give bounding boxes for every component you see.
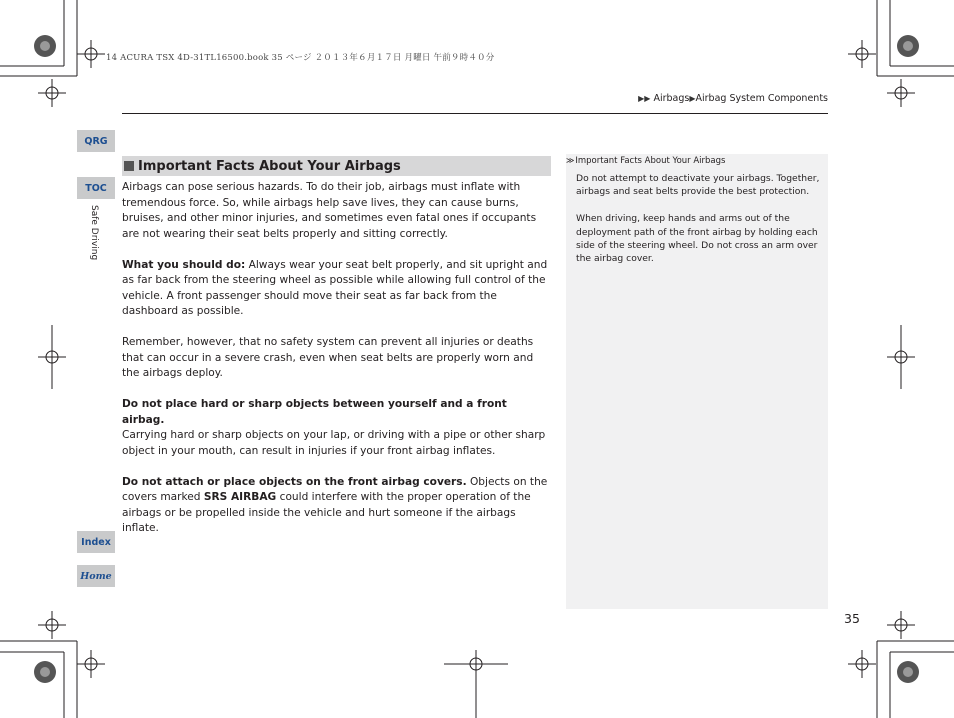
sidebar-title-text: Important Facts About Your Airbags [575,156,726,166]
header-rule [122,113,828,114]
sidebar-paragraph-2: When driving, keep hands and arms out of the deployment path of the front airbag by holding each side of the steering wheel. Do not cross an arm over the airbag cover. [576,213,818,265]
section-heading [122,156,551,176]
print-header: 14 ACURA TSX 4D-31TL16500.book 35 ページ ２０１３年６月１７日 月曜日 午前９時４０分 [106,53,495,63]
breadcrumb [638,93,828,104]
chapter-side-label: Safe Driving [89,205,99,261]
toc-button[interactable]: TOC [77,177,115,199]
breadcrumb-arrows: ▶▶ [638,94,651,103]
sidebar-paragraph-1: Do not attempt to deactivate your airbags. Together, airbags and seat belts provide the best protection. [576,173,820,198]
paragraph-remember: Remember, however, that no safety system can prevent all injuries or deaths that can occur in a severe crash, even when seat belts are properly worn and the airbags deploy. [122,336,534,379]
breadcrumb-link-airbag-system-components[interactable]: Airbag System Components [695,93,828,104]
sidebar-body [576,172,820,279]
what-to-do-label: What you should do: [122,258,246,271]
home-button[interactable]: Home [77,565,115,587]
paragraph-intro: Airbags can pose serious hazards. To do their job, airbags must inflate with tremendous force. So, while airbags help save lives, they can cause burns, bruises, and other minor injuries, and sometimes even fatal ones if occupants are not wearing their seat belts properly and sitting correctly. [122,181,537,240]
airbag-covers-text-a: Objects on the covers marked [122,475,548,503]
sharp-objects-text: Carrying hard or sharp objects on your lap, or driving with a pipe or other sharp object in your mouth, can result in injuries if your front airbag inflates. [122,429,546,457]
qrg-button[interactable]: QRG [77,130,115,152]
what-to-do-text: Always wear your seat belt properly, and sit upright and as far back from the steering wheel as possible while allowing full control of the vehicle. A front passenger should move their seat as far back from the dashboard as possible. [122,258,548,317]
sharp-objects-warning: Do not place hard or sharp objects between yourself and a front airbag. [122,398,507,426]
airbag-covers-text-b: could interfere with the proper operation of the airbags or be propelled inside the vehicle and hurt someone if the airbags inflate. [122,491,531,534]
page-number: 35 [844,611,860,626]
sidebar-title [566,156,725,166]
section-title: Important Facts About Your Airbags [138,158,401,174]
main-body [122,180,552,552]
breadcrumb-separator: ▶ [689,94,696,103]
paragraph-sharp-objects [122,397,552,459]
index-button[interactable]: Index [77,531,115,553]
srs-airbag-label: SRS AIRBAG [203,491,277,503]
paragraph-what-to-do [122,258,552,320]
section-square-icon [124,161,134,171]
double-arrow-icon: ≫ [566,156,575,165]
breadcrumb-link-airbags[interactable]: Airbags [653,93,690,104]
airbag-covers-warning: Do not attach or place objects on the front airbag covers. [122,475,467,488]
paragraph-airbag-covers [122,475,552,537]
